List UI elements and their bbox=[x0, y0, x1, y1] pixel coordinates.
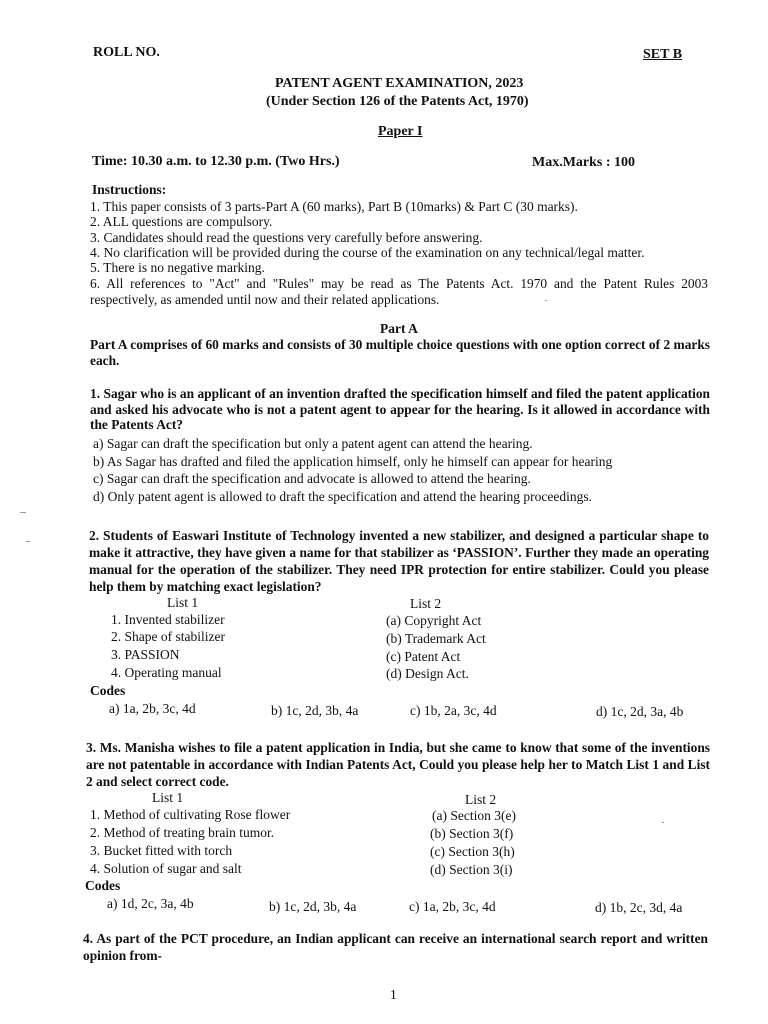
page-number: 1 bbox=[390, 987, 397, 1002]
q3-code-d: d) 1b, 2c, 3d, 4a bbox=[595, 900, 683, 915]
q3-list2-item: (d) Section 3(i) bbox=[430, 862, 513, 877]
q2-code-d: d) 1c, 2d, 3a, 4b bbox=[596, 704, 684, 719]
question-1-text: 1. Sagar who is an applicant of an invention drafted the specification himself and filed the patent application and asked his advocate who is not a patent agent to appear for the hearing. Is it allowed in accordance with the Patents Act? bbox=[90, 386, 710, 432]
q3-list1-item: 3. Bucket fitted with torch bbox=[90, 843, 233, 858]
q2-code-c: c) 1b, 2a, 3c, 4d bbox=[410, 703, 497, 718]
q3-list1-item: 4. Solution of sugar and salt bbox=[90, 861, 242, 876]
exam-subtitle: (Under Section 126 of the Patents Act, 1970) bbox=[266, 94, 529, 109]
q3-list2-item: (b) Section 3(f) bbox=[430, 826, 514, 841]
q1-option-a: a) Sagar can draft the specification but only a patent agent can attend the hearing. bbox=[93, 436, 533, 451]
question-2-text: 2. Students of Easwari Institute of Technology invented a new stabilizer, and designed a particular shape to make it attractive, they have given a name for that stabilizer as ‘PASSION’. Further they made an operating manual for the operation of the stabilizer. They need IPR protection for entire stabilizer. Could you please help them by matching exact legislation? bbox=[89, 528, 709, 594]
q2-list1-item: 3. PASSION bbox=[111, 647, 180, 662]
roll-no-label: ROLL NO. bbox=[93, 45, 160, 60]
q2-list2-item: (d) Design Act. bbox=[386, 666, 469, 681]
q3-list2-item: (c) Section 3(h) bbox=[430, 844, 515, 859]
instruction-item: 3. Candidates should read the questions very carefully before answering. bbox=[90, 230, 483, 245]
q3-code-a: a) 1d, 2c, 3a, 4b bbox=[107, 896, 194, 911]
q2-list2-item: (c) Patent Act bbox=[386, 649, 461, 664]
q3-list2-item: (a) Section 3(e) bbox=[432, 808, 516, 823]
scan-speck bbox=[26, 541, 30, 542]
q3-code-b: b) 1c, 2d, 3b, 4a bbox=[269, 899, 357, 914]
q2-list1-item: 4. Operating manual bbox=[111, 665, 222, 680]
question-3-text: 3. Ms. Manisha wishes to file a patent application in India, but she came to know that some of the inventions are not patentable in accordance with Indian Patents Act, Could you please help her to Match List 1 and List 2 and select correct code. bbox=[86, 740, 710, 789]
q3-list1-item: 1. Method of cultivating Rose flower bbox=[90, 807, 291, 822]
instruction-item: 2. ALL questions are compulsory. bbox=[90, 214, 273, 229]
part-a-description: Part A comprises of 60 marks and consists of 30 multiple choice questions with one option correct of 2 marks each. bbox=[90, 337, 710, 368]
part-a-heading: Part A bbox=[380, 321, 418, 336]
scan-speck bbox=[662, 822, 664, 823]
q3-codes-label: Codes bbox=[85, 878, 121, 893]
q2-list2-title: List 2 bbox=[410, 596, 442, 611]
q2-codes-label: Codes bbox=[90, 683, 126, 698]
q1-option-b: b) As Sagar has drafted and filed the application himself, only he himself can appear for hearing bbox=[93, 454, 613, 469]
instruction-item: 4. No clarification will be provided during the course of the examination on any technical/legal matter. bbox=[90, 245, 645, 260]
question-4-text: 4. As part of the PCT procedure, an Indian applicant can receive an international search report and written opinion from- bbox=[83, 931, 708, 963]
q2-list1-item: 2. Shape of stabilizer bbox=[111, 629, 225, 644]
exam-title: PATENT AGENT EXAMINATION, 2023 bbox=[275, 76, 524, 91]
q3-list1-item: 2. Method of treating brain tumor. bbox=[90, 825, 275, 840]
q2-list2-item: (a) Copyright Act bbox=[386, 613, 482, 628]
scan-speck bbox=[545, 300, 547, 301]
q3-list2-title: List 2 bbox=[465, 792, 497, 807]
q3-code-c: c) 1a, 2b, 3c, 4d bbox=[409, 899, 496, 914]
q1-option-d: d) Only patent agent is allowed to draft the specification and attend the hearing proceedings. bbox=[93, 489, 592, 504]
q1-option-c: c) Sagar can draft the specification and advocate is allowed to attend the hearing. bbox=[93, 471, 531, 486]
instruction-item: 1. This paper consists of 3 parts-Part A (60 marks), Part B (10marks) & Part C (30 marks). bbox=[90, 199, 578, 214]
q3-list1-title: List 1 bbox=[152, 790, 184, 805]
scan-speck bbox=[20, 512, 26, 513]
instruction-item: 5. There is no negative marking. bbox=[90, 260, 265, 275]
max-marks-label: Max.Marks : 100 bbox=[532, 155, 636, 170]
instruction-item: 6. All references to "Act" and "Rules" may be read as The Patents Act. 1970 and the Patent Rules 2003 respectively, as amended until now and their related applications. bbox=[90, 276, 708, 307]
paper-heading: Paper I bbox=[378, 124, 423, 139]
q2-code-b: b) 1c, 2d, 3b, 4a bbox=[271, 703, 359, 718]
q2-list1-title: List 1 bbox=[167, 595, 199, 610]
q2-list1-item: 1. Invented stabilizer bbox=[111, 612, 225, 627]
set-label: SET B bbox=[643, 47, 683, 62]
q2-code-a: a) 1a, 2b, 3c, 4d bbox=[109, 701, 196, 716]
q2-list2-item: (b) Trademark Act bbox=[386, 631, 486, 646]
instructions-heading: Instructions: bbox=[92, 182, 167, 197]
time-label: Time: 10.30 a.m. to 12.30 p.m. (Two Hrs.) bbox=[92, 154, 340, 169]
